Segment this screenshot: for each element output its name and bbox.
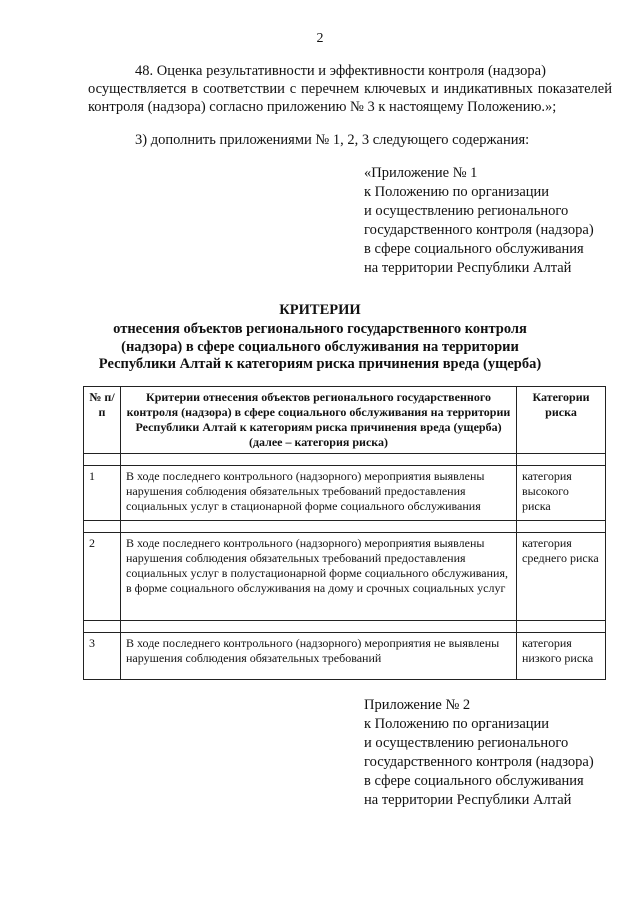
row-criteria: В ходе последнего контрольного (надзорного) мероприятия не выявлены нарушения соблюдения обязательных требований — [121, 633, 517, 680]
paragraph-3: 3) дополнить приложениями № 1, 2, 3 следующего содержания: — [135, 132, 530, 148]
row-num: 1 — [84, 466, 121, 521]
paragraph-48-rest: осуществляется в соответствии с перечнем ключевых и индикативных показателей контроля (надзора) согласно приложению № 3 к настоящему Положению.»; — [88, 81, 612, 115]
table-spacer-row — [84, 454, 606, 466]
header-num: № п/п — [84, 387, 121, 454]
criteria-title: КРИТЕРИИ — [279, 302, 361, 318]
appendix-1-line: на территории Республики Алтай — [364, 260, 572, 276]
appendix-1-line: государственного контроля (надзора) — [364, 222, 594, 238]
table-spacer-row — [84, 621, 606, 633]
appendix-2-line: в сфере социального обслуживания — [364, 773, 584, 789]
row-category: категория высокого риска — [517, 466, 606, 521]
paragraph-48 — [88, 62, 612, 116]
row-category: категория низкого риска — [517, 633, 606, 680]
appendix-1-line: и осуществлению регионального — [364, 203, 569, 219]
header-category: Категории риска — [517, 387, 606, 454]
table-header-row — [84, 387, 606, 454]
appendix-2-line: на территории Республики Алтай — [364, 792, 572, 808]
criteria-subtitle: отнесения объектов регионального государственного контроля (надзора) в сфере социального обслуживания на территории Республики Алтай к категориям риска причинения вреда (ущерба) — [98, 321, 542, 372]
appendix-2-header — [364, 696, 624, 810]
page-number: 2 — [316, 31, 324, 46]
appendix-1-line: к Положению по организации — [364, 184, 550, 200]
table-row — [84, 466, 606, 521]
appendix-2-line: и осуществлению регионального — [364, 735, 569, 751]
appendix-2-line: государственного контроля (надзора) — [364, 754, 594, 770]
table-spacer-row — [84, 521, 606, 533]
row-criteria: В ходе последнего контрольного (надзорного) мероприятия выявлены нарушения соблюдения обязательных требований предоставления социальных услуг в полустационарной форме социального обслуживания, в форме социального обслуживания на дому и срочных социальных услуг — [121, 533, 517, 621]
row-criteria: В ходе последнего контрольного (надзорного) мероприятия выявлены нарушения соблюдения обязательных требований предоставления социальных услуг в стационарной форме социального обслуживания — [121, 466, 517, 521]
appendix-1-header — [364, 164, 624, 278]
table-row — [84, 533, 606, 621]
paragraph-48-first-line: 48. Оценка результативности и эффективности контроля (надзора) — [135, 63, 546, 79]
criteria-table — [83, 386, 606, 680]
row-num: 3 — [84, 633, 121, 680]
table-row — [84, 633, 606, 680]
row-category: категория среднего риска — [517, 533, 606, 621]
header-criteria: Критерии отнесения объектов регионального государственного контроля (надзора) в сфере социального обслуживания на территории Республики Алтай к категориям риска причинения вреда (ущерба) (далее – категория риска) — [121, 387, 517, 454]
appendix-2-line: к Положению по организации — [364, 716, 550, 732]
appendix-2-line: Приложение № 2 — [364, 697, 471, 713]
appendix-1-line: в сфере социального обслуживания — [364, 241, 584, 257]
appendix-1-line: «Приложение № 1 — [364, 165, 478, 181]
row-num: 2 — [84, 533, 121, 621]
